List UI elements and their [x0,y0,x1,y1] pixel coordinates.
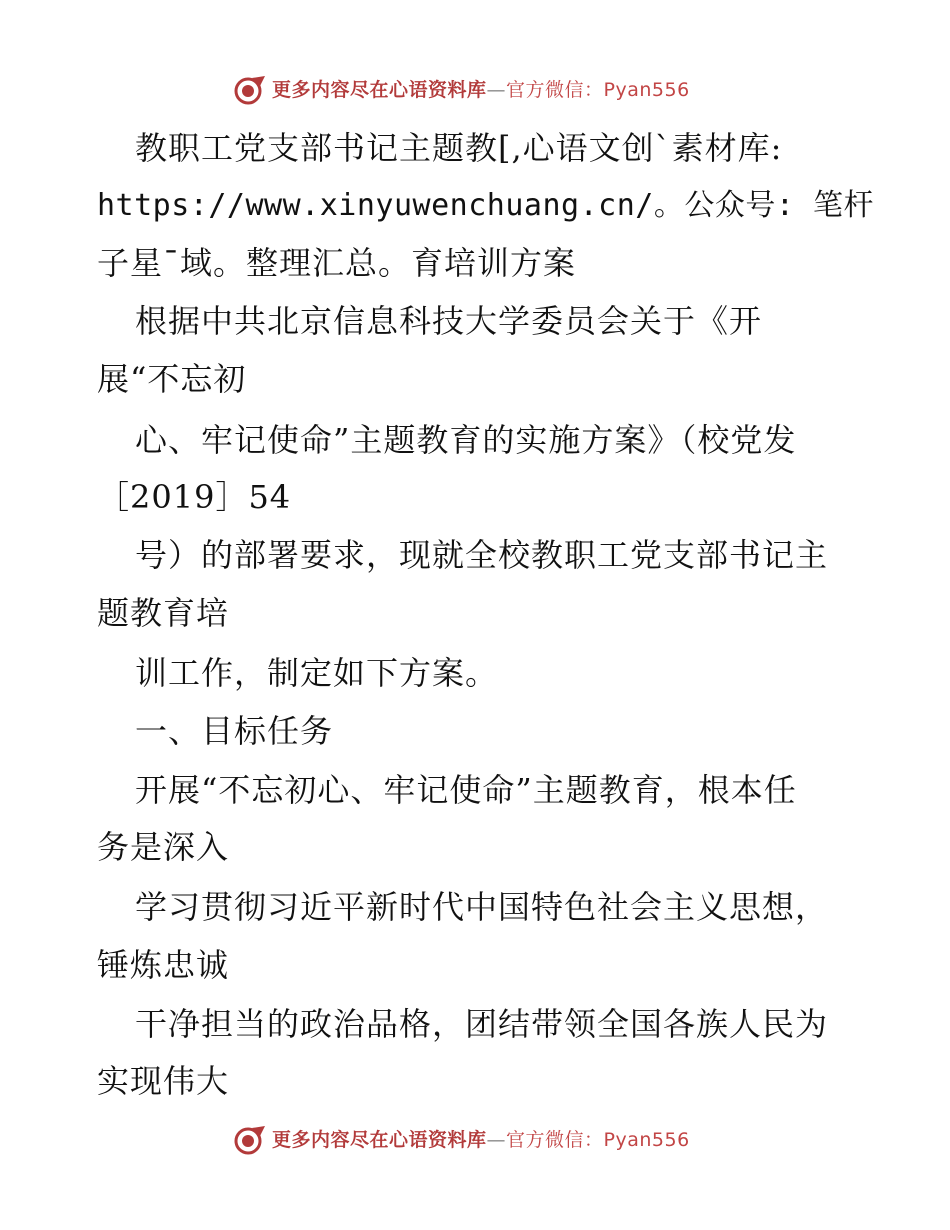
banner-dash: — [486,1129,507,1151]
banner-lead: 更多内容尽在心语资料库 [272,1129,487,1151]
text-line: 号）的部署要求，现就全校教职工党支部书记主 [135,536,829,574]
banner-lead: 更多内容尽在心语资料库 [272,79,487,101]
text-line: 子星¯域。整理汇总。育培训方案 [97,244,577,282]
text-line: ［2019］54 [97,478,292,516]
text-line: 干净担当的政治品格，团结带领全国各族人民为 [135,1005,829,1043]
text-line: 教职工党支部书记主题教[,心语文创`素材库: [135,129,783,167]
seal-logo-icon [232,1124,268,1156]
footer-banner [0,1120,950,1160]
text-line: https://www.xinyuwenchuang.cn/。公众号: 笔杆 [97,188,874,223]
text-line: 心、牢记使命”主题教育的实施方案》（校党发 [135,421,797,459]
banner-dash: — [486,79,507,101]
banner-account: 官方微信：Pyan556 [506,1129,690,1151]
text-line: 开展“不忘初心、牢记使命”主题教育，根本任 [135,771,797,809]
text-line: 根据中共北京信息科技大学委员会关于《开 [135,302,763,340]
text-line: 学习贯彻习近平新时代中国特色社会主义思想， [135,888,829,926]
text-line: 题教育培 [97,594,230,632]
header-banner [0,70,950,110]
text-line: 训工作，制定如下方案。 [135,654,499,692]
text-line: 实现伟大 [97,1062,230,1100]
text-line: 锤炼忠诚 [97,946,230,984]
text-line: 展“不忘初 [97,360,247,398]
banner-account: 官方微信：Pyan556 [506,79,690,101]
seal-logo-icon [232,74,268,106]
text-line: 务是深入 [97,828,230,866]
section-heading: 一、目标任务 [135,712,334,750]
